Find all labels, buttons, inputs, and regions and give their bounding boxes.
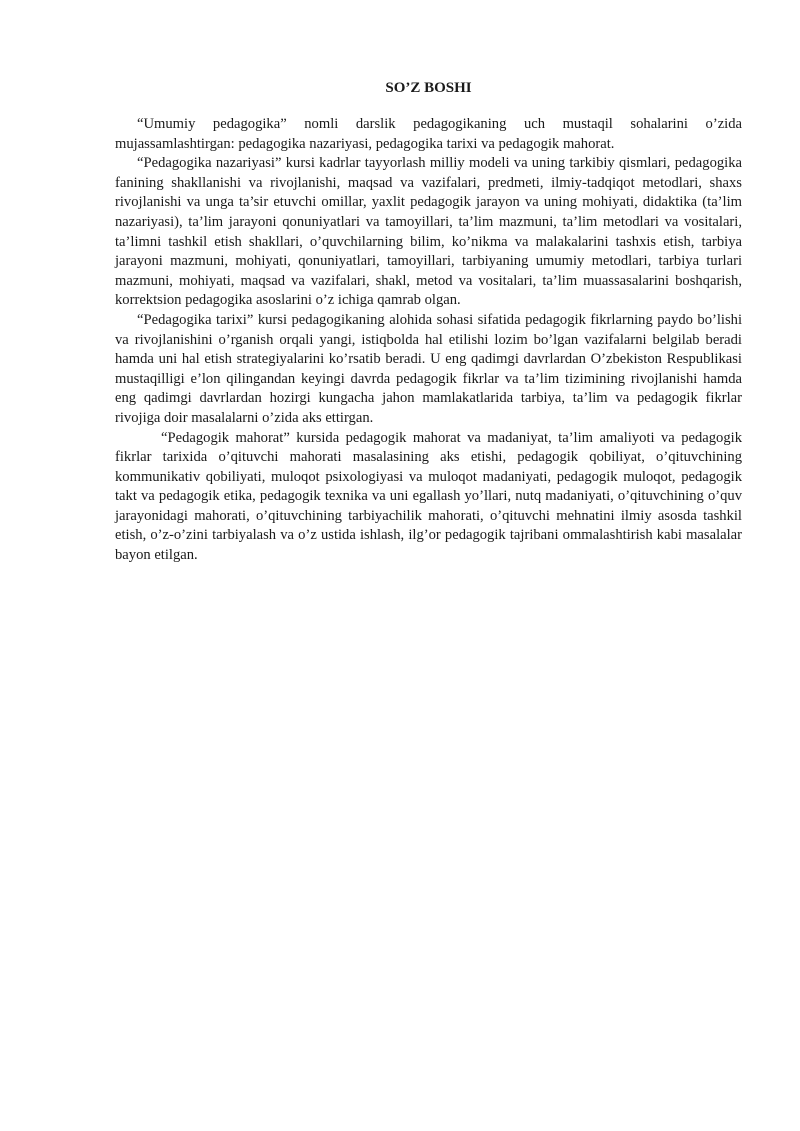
page-title: SO’Z BOSHI: [385, 80, 472, 96]
document-page: [115, 79, 742, 566]
paragraph-pedagogy-theory: “Pedagogika nazariyasi” kursi kadrlar tayyorlash milliy modeli va uning tarkibiy qismlari, pedagogika fanining shakllanishi va rivojlanishi, maqsad va vazifalari, predmeti, ilmiy-tadqiqot metodlari, shaxs rivojlanishi va unga ta’sir etuvchi omillar, yaxlit pedagogik jarayon va uning mohiyati, didaktika (ta’lim nazariyasi), ta’lim jarayoni qonuniyatlari va tamoyillari, ta’lim mazmuni, ta’lim metodlari va vositalari, ta’limni tashkil etish shakllari, o’quvchilarning bilim, ko’nikma va malakalarini tashxis etish, tarbiya jarayoni mazmuni, mohiyati, qonuniyatlari, tamoyillari, tarbiyaning umumiy metodlari, tarbiya turlari mazmuni, mohiyati, maqsad va vazifalari, shakl, metod va vositalari, ta’lim muassasalarini boshqarish, korrektsion pedagogika asoslarini o’z ichiga qamrab olgan.: [115, 155, 742, 309]
paragraph-intro: “Umumiy pedagogika” nomli darslik pedagogikaning uch mustaqil sohalarini o’zida mujassamlashtirgan: pedagogika nazariyasi, pedagogika tarixi va pedagogik mahorat.: [115, 116, 742, 152]
paragraph-pedagogical-skill: “Pedagogik mahorat” kursida pedagogik mahorat va madaniyat, ta’lim amaliyoti va pedagogik fikrlar tarixida o’qituvchi mahorati masalasining aks etishi, pedagogik qobiliyat, o’qituvchining kommunikativ qobiliyati, muloqot psixologiyasi va muloqot madaniyati, pedagogik muloqot, pedagogik takt va pedagogik etika, pedagogik texnika va uni egallash yo’llari, nutq madaniyati, o’qituvchining o’quv jarayonidagi mahorati, o’qituvchining tarbiyachilik mahorati, o’qituvchi mehnatini ilmiy asosda tashkil etish, o’z-o’zini tarbiyalash va o’z ustida ishlash, ilg’or pedagogik tajribani ommalashtirish kabi masalalar bayon etilgan.: [115, 429, 742, 564]
paragraph-pedagogy-history: “Pedagogika tarixi” kursi pedagogikaning alohida sohasi sifatida pedagogik fikrlarning paydo bo’lishi va rivojlanishini o’rganish orqali yangi, istiqbolda hal etilishi lozim bo’lgan vazifalarni belgilab beradi hamda uni hal etish strategiyalarini ko’rsatib beradi. U eng qadimgi davrlardan O’zbekiston Respublikasi mustaqilligi e’lon qilingandan keyingi davrda pedagogik fikrlar va ta’lim tizimining rivojlanishi hamda eng qadimgi davrlardan hozirgi kungacha jahon mamlakatlarida tarbiya, ta’lim va pedagogik fikrlar rivojiga doir masalalarni o’zida aks ettirgan.: [115, 311, 742, 426]
